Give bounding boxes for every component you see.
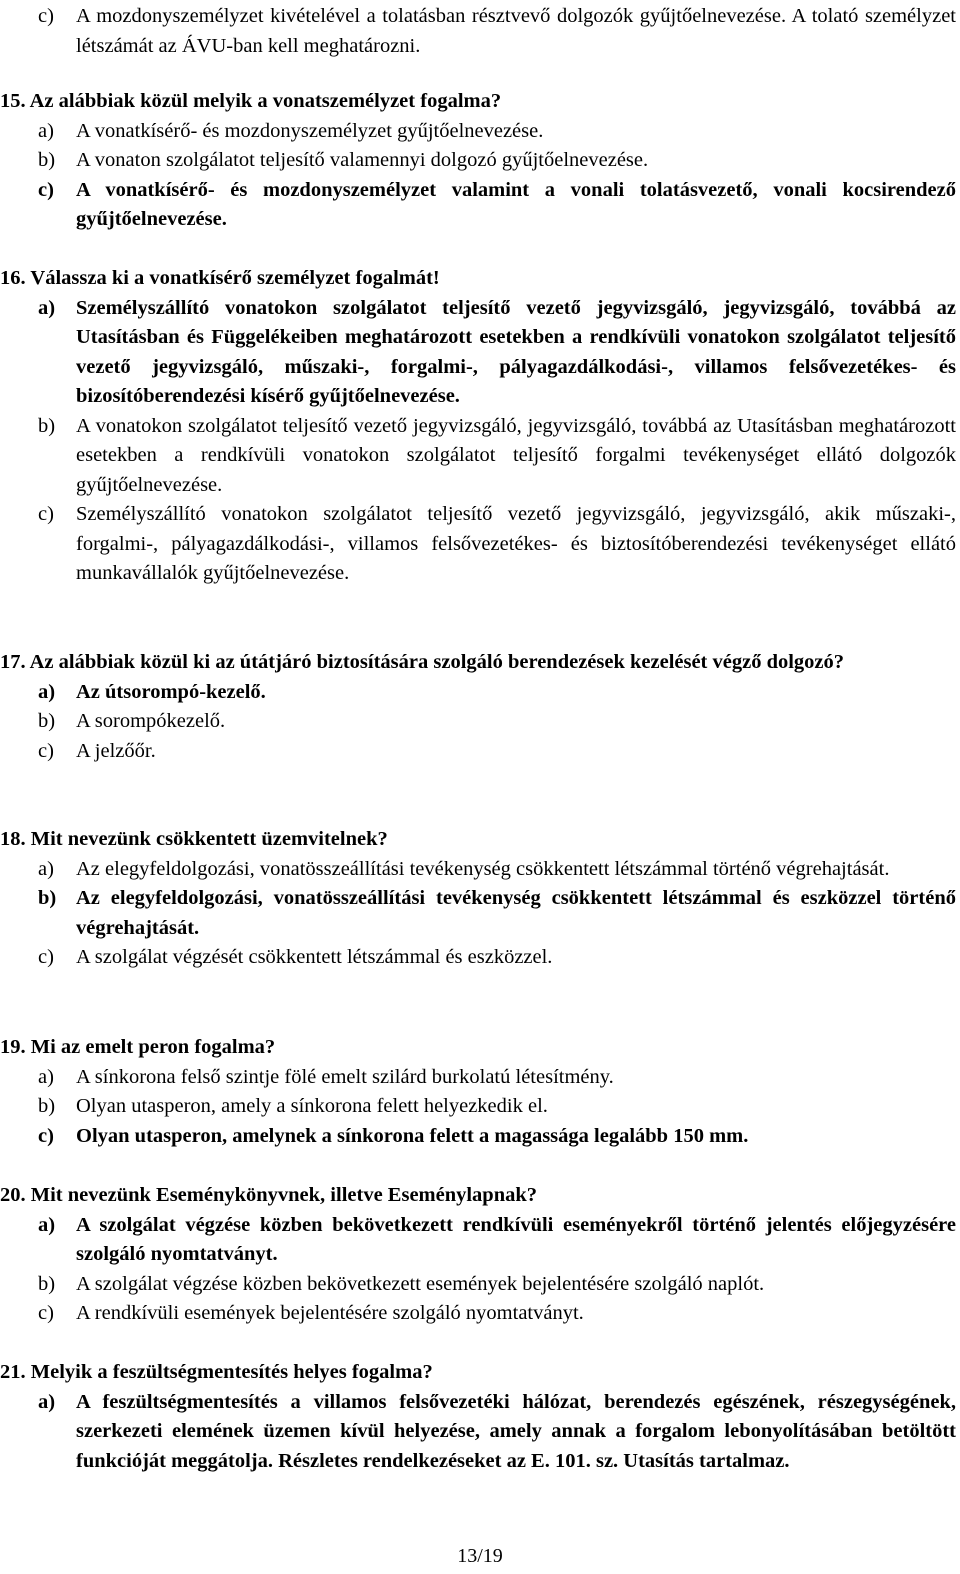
option-a-correct xyxy=(38,1388,956,1477)
option-a-correct xyxy=(38,294,956,412)
option-letter: c) xyxy=(38,946,54,968)
option-b xyxy=(38,412,956,501)
question-number: 20. xyxy=(0,1184,26,1206)
question-text: Mi az emelt peron fogalma? xyxy=(30,1036,276,1058)
question-text: Az alábbiak közül ki az útátjáró biztosítására szolgáló berendezések kezelését végző dolgozó? xyxy=(29,651,845,673)
option-c xyxy=(38,500,956,589)
option-letter: a) xyxy=(38,119,54,142)
option-letter: c) xyxy=(38,503,54,525)
option-text: A szolgálat végzése közben bekövetkezett események bejelentésére szolgáló naplót. xyxy=(76,1272,765,1295)
option-text: A szolgálat végzését csökkentett létszámmal és eszközzel. xyxy=(76,946,553,968)
option-b xyxy=(38,146,956,176)
question-number: 19. xyxy=(0,1036,26,1058)
question-number: 18. xyxy=(0,828,26,850)
question-number: 17. xyxy=(0,651,26,673)
option-text: A mozdonyszemélyzet kivételével a tolatásban résztvevő dolgozók gyűjtőelnevezése. A tolató személyzet létszámát az ÁVU-ban kell meghatározni. xyxy=(76,5,956,57)
question-text: Mit nevezünk Eseménykönyvnek, illetve Eseménylapnak? xyxy=(30,1184,538,1206)
option-text: A jelzőőr. xyxy=(76,739,156,762)
option-b-correct xyxy=(38,884,956,943)
option-c xyxy=(38,1299,956,1329)
question-title xyxy=(0,87,956,117)
question-15 xyxy=(0,87,956,235)
option-letter: b) xyxy=(38,710,56,732)
option-letter: b) xyxy=(38,1272,56,1295)
option-c xyxy=(38,2,956,61)
question-title xyxy=(0,1033,956,1063)
option-b xyxy=(38,1092,956,1122)
option-text: Személyszállító vonatokon szolgálatot teljesítő vezető jegyvizsgáló, jegyvizsgáló, akik műszaki-, forgalmi-, pályagazdálkodási-, villamos felsővezetékes- és biztosítóberendezési tevékenységet ellátó munkavállalók gyűjtőelnevezése. xyxy=(76,503,956,584)
option-b xyxy=(38,1270,956,1300)
question-number: 21. xyxy=(0,1361,26,1383)
option-text: Személyszállító vonatokon szolgálatot teljesítő vezető jegyvizsgáló, jegyvizsgáló, továbbá az Utasításban és Függelékeiben meghatározott esetekben a rendkívüli vonatokon szolgálatot teljesítő vezető jegyvizsgáló, műszaki-, forgalmi-, pályagazdálkodási-, villamos felsővezetékes- és bizosítóberendezési kísérő gyűjtőelnevezése. xyxy=(76,296,956,407)
option-letter: c) xyxy=(38,1124,54,1147)
option-b xyxy=(38,707,956,737)
option-text: A vonaton szolgálatot teljesítő valamennyi dolgozó gyűjtőelnevezése. xyxy=(76,149,649,171)
question-title xyxy=(0,825,956,855)
question-21 xyxy=(0,1358,956,1476)
option-letter: c) xyxy=(38,178,54,201)
question-14-tail xyxy=(38,2,956,61)
option-text: A rendkívüli események bejelentésére szolgáló nyomtatványt. xyxy=(76,1302,584,1324)
question-16 xyxy=(0,264,956,589)
option-letter: a) xyxy=(38,296,56,319)
option-letter: a) xyxy=(38,1213,56,1236)
option-c-correct xyxy=(38,1122,956,1152)
question-18 xyxy=(0,825,956,973)
option-c xyxy=(38,943,956,973)
option-a xyxy=(38,1063,956,1093)
option-text: Az útsorompó-kezelő. xyxy=(76,680,266,703)
option-text: A vonatokon szolgálatot teljesítő vezető jegyvizsgáló, jegyvizsgáló, továbbá az Utasításban meghatározott esetekben a rendkívüli vonatokon szolgálatot teljesítő forgalmi tevékenységet ellátó dolgozók gyűjtőelnevezése. xyxy=(76,414,956,496)
option-letter: a) xyxy=(38,1065,54,1088)
option-a xyxy=(38,855,956,885)
option-letter: b) xyxy=(38,149,56,171)
question-19 xyxy=(0,1033,956,1151)
option-text: A feszültségmentesítés a villamos felsővezetéki hálózat, berendezés egészének, részegységének, szerkezeti elemének üzemen kívül helyezése, amely annak a forgalom lebonyolításában betöltött funkcióját meggátolja. Részletes rendelkezéseket az E. 101. sz. Utasítás tartalmaz. xyxy=(76,1390,956,1472)
page-number: 13/19 xyxy=(457,1545,503,1567)
option-text: Az elegyfeldolgozási, vonatösszeállítási tevékenység csökkentett létszámmal történő végrehajtását. xyxy=(76,857,890,880)
question-number: 15. xyxy=(0,90,26,112)
option-c xyxy=(38,737,956,767)
question-17 xyxy=(0,648,956,766)
option-letter: b) xyxy=(38,887,57,909)
option-text: A szolgálat végzése közben bekövetkezett rendkívüli eseményekről történő jelentés előjegyzésére szolgáló nyomtatványt. xyxy=(76,1213,956,1265)
question-text: Mit nevezünk csökkentett üzemvitelnek? xyxy=(30,828,388,850)
option-text: A vonatkísérő- és mozdonyszemélyzet valamint a vonali tolatásvezető, vonali kocsirendező gyűjtőelnevezése. xyxy=(76,178,956,230)
question-text: Melyik a feszültségmentesítés helyes fogalma? xyxy=(30,1361,433,1383)
option-letter: b) xyxy=(38,414,56,437)
option-letter: a) xyxy=(38,857,54,880)
question-text: Az alábbiak közül melyik a vonatszemélyzet fogalma? xyxy=(29,90,502,112)
question-title xyxy=(0,1358,956,1388)
question-text: Válassza ki a vonatkísérő személyzet fogalmát! xyxy=(30,267,440,289)
option-text: Olyan utasperon, amelynek a sínkorona felett a magassága legalább 150 mm. xyxy=(76,1124,749,1147)
option-letter: b) xyxy=(38,1095,56,1117)
option-text: A sorompókezelő. xyxy=(76,710,226,732)
option-a xyxy=(38,117,956,147)
option-text: Az elegyfeldolgozási, vonatösszeállítási tevékenység csökkentett létszámmal és eszközzel történő végrehajtását. xyxy=(76,887,956,939)
option-a-correct xyxy=(38,1211,956,1270)
question-number: 16. xyxy=(0,267,26,289)
option-letter: a) xyxy=(38,680,56,703)
option-text: A vonatkísérő- és mozdonyszemélyzet gyűjtőelnevezése. xyxy=(76,119,544,142)
option-text: A sínkorona felső szintje fölé emelt szilárd burkolatú létesítmény. xyxy=(76,1065,614,1088)
question-title xyxy=(0,1181,956,1211)
question-title xyxy=(0,648,956,678)
question-20 xyxy=(0,1181,956,1329)
option-letter: c) xyxy=(38,1302,54,1324)
option-text: Olyan utasperon, amely a sínkorona felett helyezkedik el. xyxy=(76,1095,548,1117)
option-letter: a) xyxy=(38,1390,56,1413)
question-title xyxy=(0,264,956,294)
option-a-correct xyxy=(38,678,956,708)
option-c-correct xyxy=(38,176,956,235)
option-letter: c) xyxy=(38,739,54,762)
option-letter: c) xyxy=(38,5,54,27)
